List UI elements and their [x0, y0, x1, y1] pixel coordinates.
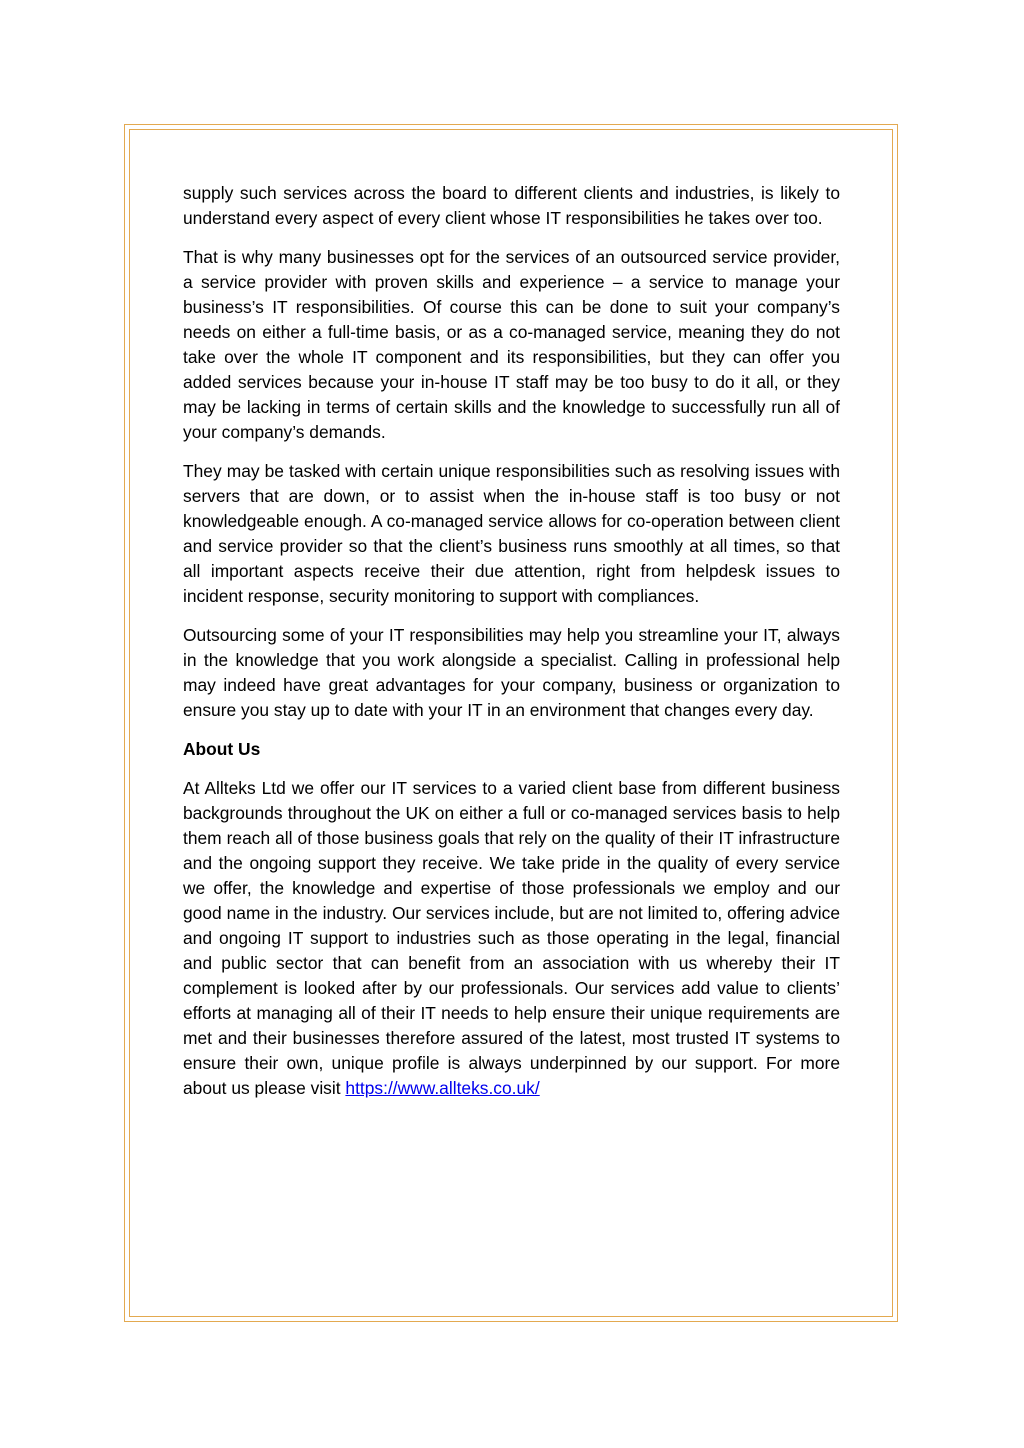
paragraph-3: They may be tasked with certain unique responsibilities such as resolving issues with servers that are down, or to assist when the in-house staff is too busy or not knowledgeable enough. A co-managed service allows for co-operation between client and service provider so that the client’s business runs smoothly at all times, so that all important aspects receive their due attention, right from helpdesk issues to incident response, security monitoring to support with compliances.: [183, 461, 840, 606]
about-us-heading: About Us: [183, 739, 261, 759]
document-body: [183, 181, 840, 1115]
paragraph-1: supply such services across the board to different clients and industries, is likely to understand every aspect of every client whose IT responsibilities he takes over too.: [183, 183, 840, 228]
paragraph-4: Outsourcing some of your IT responsibilities may help you streamline your IT, always in the knowledge that you work alongside a specialist. Calling in professional help may indeed have great advantages for your company, business or organization to ensure you stay up to date with your IT in an environment that changes every day.: [183, 625, 840, 720]
website-link[interactable]: https://www.allteks.co.uk/: [345, 1078, 540, 1098]
about-us-text: At Allteks Ltd we offer our IT services to a varied client base from different business backgrounds throughout the UK on either a full or co-managed services basis to help them reach all of those business goals that rely on the quality of their IT infrastructure and the ongoing support they receive. We take pride in the quality of every service we offer, the knowledge and expertise of those professionals we employ and our good name in the industry. Our services include, but are not limited to, offering advice and ongoing IT support to industries such as those operating in the legal, financial and public sector that can benefit from an association with us whereby their IT complement is looked after by our professionals. Our services add value to clients’ efforts at managing all of their IT needs to help ensure their unique requirements are met and their businesses therefore assured of the latest, most trusted IT systems to ensure their own, unique profile is always underpinned by our support. For more about us please visit: [183, 778, 840, 1098]
paragraph-2: That is why many businesses opt for the services of an outsourced service provider, a service provider with proven skills and experience – a service to manage your business’s IT responsibilities. Of course this can be done to suit your company’s needs on either a full-time basis, or as a co-managed service, meaning they do not take over the whole IT component and its responsibilities, but they can offer you added services because your in-house IT staff may be too busy to do it all, or they may be lacking in terms of certain skills and the knowledge to successfully run all of your company’s demands.: [183, 247, 840, 442]
about-us-paragraph: [183, 776, 840, 1101]
